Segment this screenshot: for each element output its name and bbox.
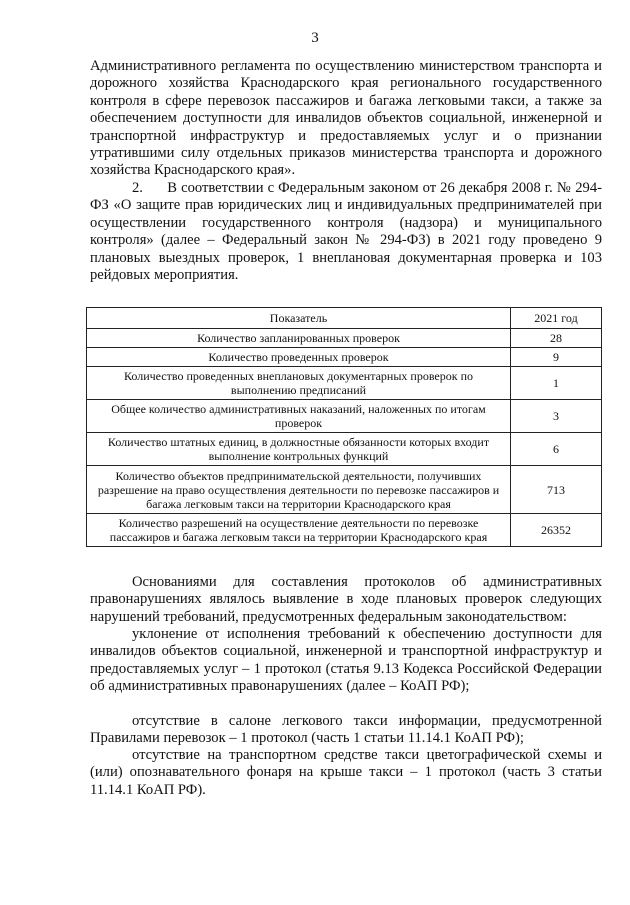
- table-row: [87, 466, 602, 514]
- row-label: Количество штатных единиц, в должностные обязанности которых входит выполнение контрольных функций: [87, 433, 511, 466]
- row-value: 1: [511, 367, 602, 400]
- table-row: [87, 400, 602, 433]
- violation-item: уклонение от исполнения требований к обеспечению доступности для инвалидов объектов социальной, инженерной и транспортной инфраструктур и предоставляемых услуг – 1 протокол (статья 9.13 Кодекса Российской Федерации об административных правонарушениях (далее – КоАП РФ);: [90, 626, 602, 695]
- table-row: [87, 433, 602, 466]
- row-value: 3: [511, 400, 602, 433]
- row-value: 9: [511, 348, 602, 367]
- row-value: 26352: [511, 514, 602, 547]
- table-row: [87, 348, 602, 367]
- row-label: Количество проведенных внеплановых документарных проверок по выполнению предписаний: [87, 367, 511, 400]
- row-label: Количество проведенных проверок: [87, 348, 511, 367]
- violation-item: отсутствие в салоне легкового такси информации, предусмотренной Правилами перевозок – 1 протокол (часть 1 статьи 11.14.1 КоАП РФ);: [90, 713, 602, 747]
- page-number: 3: [311, 30, 319, 46]
- basis-paragraph: Основаниями для составления протоколов об административных правонарушениях являлось выявление в ходе плановых проверок следующих нарушений требований, предусмотренных федеральным законодательством:: [90, 574, 602, 625]
- paragraph-2: 2. В соответствии с Федеральным законом от 26 декабря 2008 г. № 294-ФЗ «О защите прав юридических лиц и индивидуальных предпринимателей при осуществлении государственного контроля (надзора) и муниципального контроля» (далее – Федеральный закон № 294-ФЗ) в 2021 году проведено 9 плановых выездных проверок, 1 внеплановая документарная проверка и 103 рейдовых мероприятия.: [90, 180, 602, 284]
- row-label: Количество разрешений на осуществление деятельности по перевозке пассажиров и багажа легковым такси на территории Краснодарского края: [87, 514, 511, 547]
- row-label: Количество объектов предпринимательской деятельности, получивших разрешение на право осуществления деятельности по перевозке пассажиров и багажа легковым такси на территории Краснодарского края: [87, 466, 511, 514]
- table-header-row: [87, 308, 602, 329]
- violation-item: отсутствие на транспортном средстве такси цветографической схемы и (или) опознавательного фонаря на крыше такси – 1 протокол (часть 3 статьи 11.14.1 КоАП РФ).: [90, 747, 602, 798]
- inspection-statistics-table: [86, 307, 602, 547]
- indicator-column-header: Показатель: [87, 308, 511, 329]
- table-row: [87, 514, 602, 547]
- intro-paragraph: Административного регламента по осуществлению министерством транспорта и дорожного хозяйства Краснодарского края регионального государственного контроля в сфере перевозок пассажиров и багажа легковыми такси, а также за обеспечением доступности для инвалидов объектов социальной, инженерной и транспортной инфраструктур и предоставляемых услуг и о признании утратившими силу отдельных приказов министерства транспорта и дорожного хозяйства Краснодарского края».: [90, 58, 602, 179]
- table-row: [87, 367, 602, 400]
- row-value: 713: [511, 466, 602, 514]
- row-label: Общее количество административных наказаний, наложенных по итогам проверок: [87, 400, 511, 433]
- row-value: 28: [511, 329, 602, 348]
- table-row: [87, 329, 602, 348]
- row-label: Количество запланированных проверок: [87, 329, 511, 348]
- year-column-header: 2021 год: [511, 308, 602, 329]
- row-value: 6: [511, 433, 602, 466]
